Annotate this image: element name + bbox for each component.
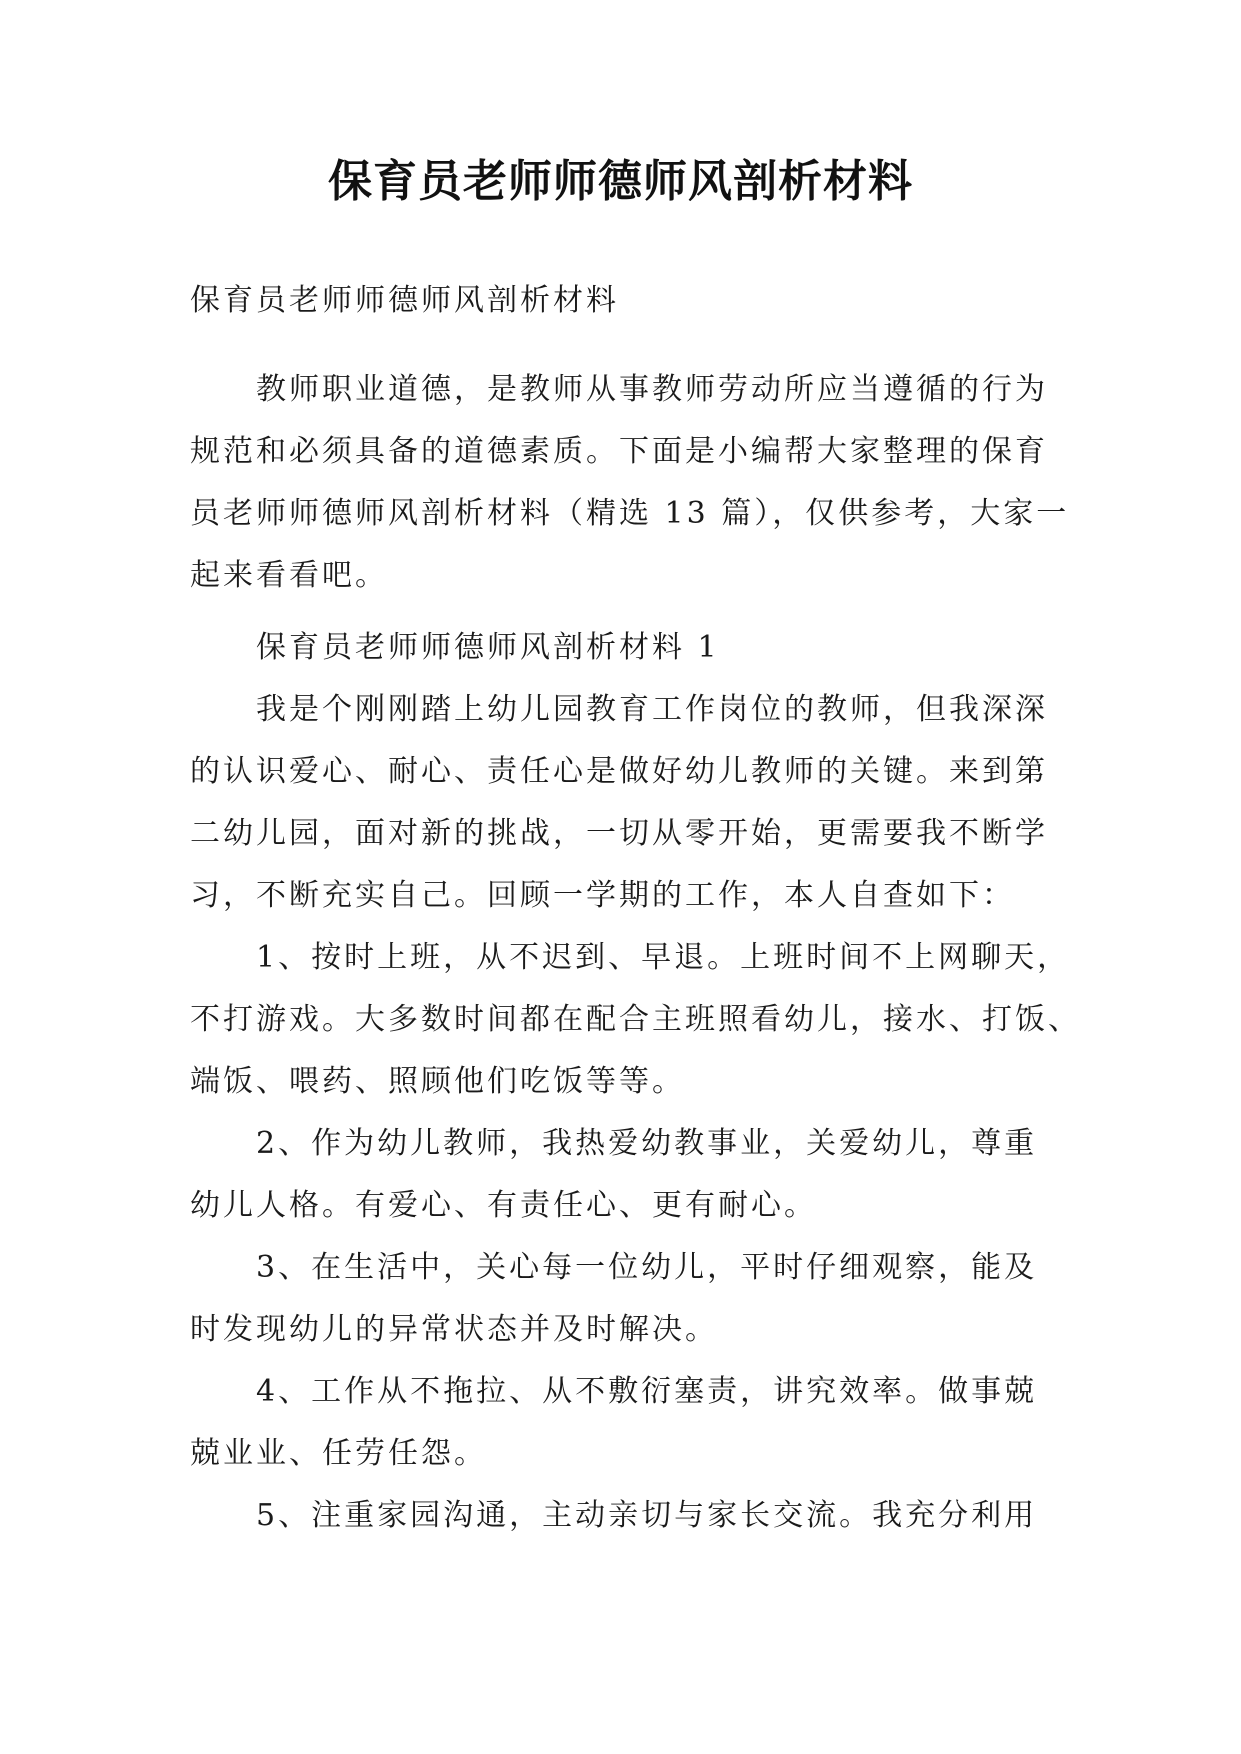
body-line: 3、在生活中，关心每一位幼儿，平时仔细观察，能及 — [256, 1250, 1038, 1285]
body-line: 5、注重家园沟通，主动亲切与家长交流。我充分利用 — [256, 1498, 1038, 1533]
document-title: 保育员老师师德师风剖析材料 — [328, 156, 913, 207]
body-line: 4、工作从不拖拉、从不敷衍塞责，讲究效率。做事兢 — [256, 1374, 1038, 1409]
intro-paragraph — [190, 359, 1070, 607]
section-heading — [190, 617, 1060, 679]
body-line: 兢业业、任劳任怨。 — [190, 1436, 487, 1471]
subtitle-line: 保育员老师师德师风剖析材料 — [190, 283, 619, 318]
body-line: 幼儿人格。有爱心、有责任心、更有耐心。 — [190, 1188, 817, 1223]
body-text — [190, 679, 1081, 1547]
body-line: 2、作为幼儿教师，我热爱幼教事业，关爱幼儿，尊重 — [256, 1126, 1038, 1161]
intro-line: 教师职业道德，是教师从事教师劳动所应当遵循的行为 — [256, 372, 1048, 407]
intro-line: 员老师师德师风剖析材料（精选 13 篇），仅供参考，大家一 — [190, 496, 1070, 531]
document-subtitle — [190, 270, 1060, 332]
body-line: 习，不断充实自己。回顾一学期的工作，本人自查如下： — [190, 878, 1015, 913]
body-line: 端饭、喂药、照顾他们吃饭等等。 — [190, 1064, 685, 1099]
body-line: 二幼儿园，面对新的挑战，一切从零开始，更需要我不断学 — [190, 816, 1048, 851]
body-line: 的认识爱心、耐心、责任心是做好幼儿教师的关键。来到第 — [190, 754, 1048, 789]
intro-line: 起来看看吧。 — [190, 558, 388, 593]
body-line: 1、按时上班，从不迟到、早退。上班时间不上网聊天， — [256, 940, 1071, 975]
intro-line: 规范和必须具备的道德素质。下面是小编帮大家整理的保育 — [190, 434, 1048, 469]
section-heading-line: 保育员老师师德师风剖析材料 1 — [256, 630, 720, 665]
body-line: 不打游戏。大多数时间都在配合主班照看幼儿，接水、打饭、 — [190, 1002, 1081, 1037]
body-line: 我是个刚刚踏上幼儿园教育工作岗位的教师，但我深深 — [256, 692, 1048, 727]
body-line: 时发现幼儿的异常状态并及时解决。 — [190, 1312, 718, 1347]
